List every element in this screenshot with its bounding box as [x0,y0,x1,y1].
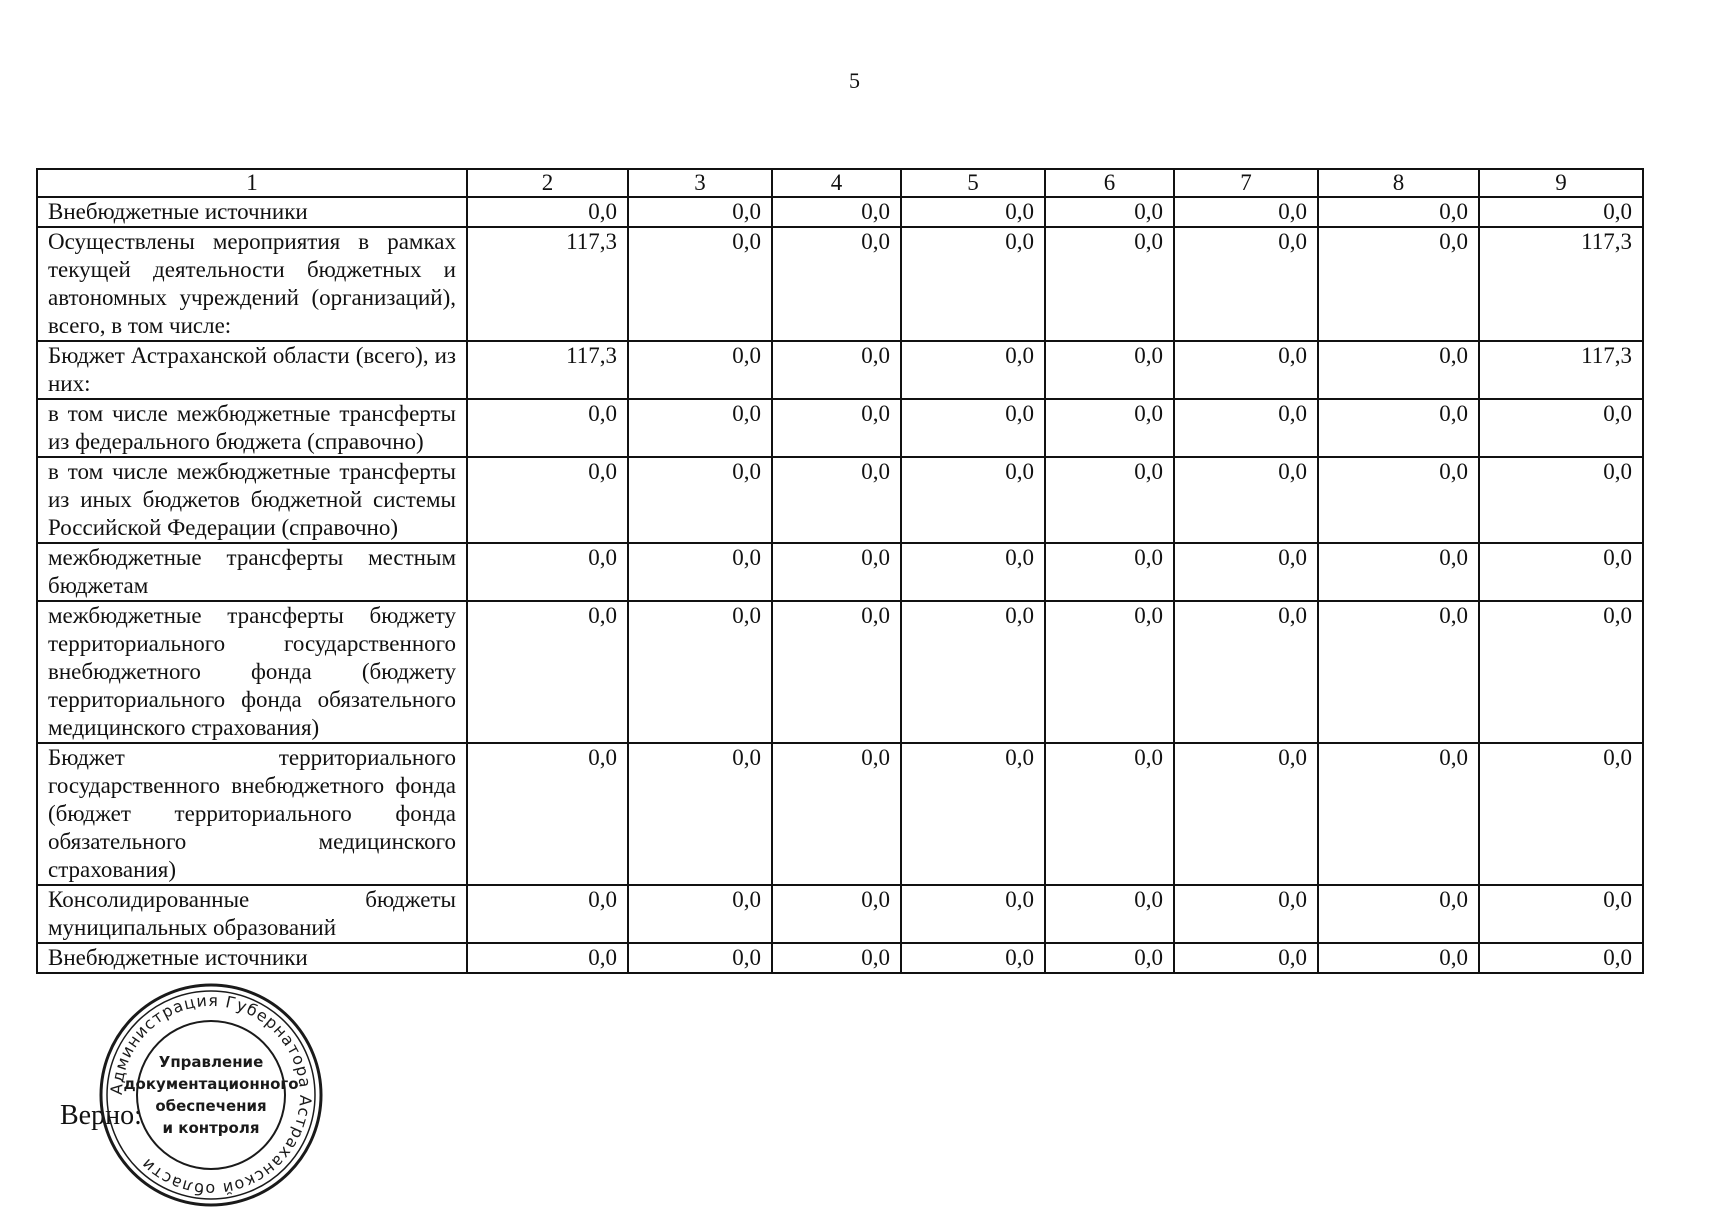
cell-value: 0,0 [628,885,772,943]
cell-value: 0,0 [1318,601,1479,743]
cell-value: 0,0 [1174,457,1318,543]
cell-value: 0,0 [1174,543,1318,601]
cell-value: 0,0 [1318,341,1479,399]
cell-value: 0,0 [1045,197,1174,227]
stamp-center-line: Управление [158,1053,264,1071]
cell-value: 0,0 [772,197,901,227]
row-label: Внебюджетные источники [37,943,467,973]
cell-value: 0,0 [772,457,901,543]
row-label: в том числе межбюджетные трансферты из федерального бюджета (справочно) [37,399,467,457]
cell-value: 0,0 [1479,885,1643,943]
cell-value: 0,0 [628,543,772,601]
row-label: Консолидированные бюджеты муниципальных образований [37,885,467,943]
column-header: 2 [467,169,628,197]
header-row [37,169,1643,197]
cell-value: 0,0 [628,457,772,543]
table-row [37,197,1643,227]
cell-value: 0,0 [772,543,901,601]
table-row [37,227,1643,341]
cell-value: 0,0 [901,227,1045,341]
table-row [37,341,1643,399]
cell-value: 0,0 [1174,601,1318,743]
row-label: в том числе межбюджетные трансферты из иных бюджетов бюджетной системы Российской Федерации (справочно) [37,457,467,543]
stamp-ring-text: Администрация Губернатора Астраханской области [106,990,316,1200]
cell-value: 0,0 [1479,197,1643,227]
row-label: межбюджетные трансферты местным бюджетам [37,543,467,601]
cell-value: 0,0 [467,543,628,601]
row-label: межбюджетные трансферты бюджету территориального государственного внебюджетного фонда (бюджету территориального фонда обязательного медицинского страхования) [37,601,467,743]
table-row [37,601,1643,743]
column-header: 6 [1045,169,1174,197]
cell-value: 0,0 [1479,743,1643,885]
cell-value: 0,0 [772,943,901,973]
cell-value: 117,3 [467,341,628,399]
cell-value: 0,0 [772,885,901,943]
verno-label: Верно: [60,1100,142,1131]
cell-value: 0,0 [628,601,772,743]
cell-value: 0,0 [1045,227,1174,341]
column-header: 5 [901,169,1045,197]
cell-value: 0,0 [1318,885,1479,943]
cell-value: 0,0 [772,743,901,885]
column-header: 7 [1174,169,1318,197]
cell-value: 0,0 [1045,399,1174,457]
row-label: Внебюджетные источники [37,197,467,227]
cell-value: 0,0 [628,227,772,341]
cell-value: 0,0 [1174,399,1318,457]
cell-value: 0,0 [901,399,1045,457]
row-label: Бюджет территориального государственного внебюджетного фонда (бюджет территориального фонда обязательного медицинского страхования) [37,743,467,885]
row-label: Осуществлены мероприятия в рамках текущей деятельности бюджетных и автономных учреждений (организаций), всего, в том числе: [37,227,467,341]
cell-value: 0,0 [1318,943,1479,973]
cell-value: 0,0 [1045,543,1174,601]
table-row [37,543,1643,601]
cell-value: 0,0 [1174,227,1318,341]
cell-value: 0,0 [1045,601,1174,743]
cell-value: 0,0 [1479,399,1643,457]
page-number: 5 [849,68,860,93]
cell-value: 0,0 [1174,341,1318,399]
budget-table [36,168,1644,974]
cell-value: 0,0 [1318,227,1479,341]
cell-value: 0,0 [1174,197,1318,227]
cell-value: 0,0 [628,341,772,399]
cell-value: 0,0 [772,227,901,341]
row-label: Бюджет Астраханской области (всего), из них: [37,341,467,399]
cell-value: 0,0 [1045,743,1174,885]
cell-value: 0,0 [901,341,1045,399]
cell-value: 0,0 [901,457,1045,543]
cell-value: 117,3 [1479,341,1643,399]
table-row [37,399,1643,457]
cell-value: 0,0 [1174,885,1318,943]
cell-value: 0,0 [1318,743,1479,885]
cell-value: 0,0 [1318,457,1479,543]
cell-value: 0,0 [1318,399,1479,457]
table-row [37,943,1643,973]
cell-value: 0,0 [467,457,628,543]
cell-value: 0,0 [1318,543,1479,601]
cell-value: 0,0 [901,943,1045,973]
cell-value: 0,0 [1045,457,1174,543]
cell-value: 0,0 [1479,943,1643,973]
stamp-center-line: и контроля [162,1119,260,1137]
cell-value: 0,0 [628,743,772,885]
table-row [37,743,1643,885]
cell-value: 0,0 [901,601,1045,743]
cell-value: 0,0 [467,601,628,743]
stamp-center-line: обеспечения [155,1097,267,1115]
column-header: 3 [628,169,772,197]
cell-value: 0,0 [901,885,1045,943]
cell-value: 0,0 [467,943,628,973]
column-header: 4 [772,169,901,197]
cell-value: 0,0 [772,601,901,743]
cell-value: 0,0 [1045,885,1174,943]
cell-value: 117,3 [1479,227,1643,341]
table-row [37,885,1643,943]
cell-value: 0,0 [901,743,1045,885]
cell-value: 0,0 [1479,543,1643,601]
cell-value: 0,0 [1045,943,1174,973]
cell-value: 0,0 [901,197,1045,227]
cell-value: 0,0 [1174,743,1318,885]
column-header: 8 [1318,169,1479,197]
cell-value: 0,0 [628,399,772,457]
cell-value: 0,0 [1479,457,1643,543]
official-stamp [94,983,329,1208]
cell-value: 0,0 [772,341,901,399]
cell-value: 0,0 [628,943,772,973]
stamp-center-line: документационного [123,1075,299,1093]
cell-value: 0,0 [1045,341,1174,399]
cell-value: 0,0 [1479,601,1643,743]
cell-value: 0,0 [628,197,772,227]
cell-value: 0,0 [467,399,628,457]
table-row [37,457,1643,543]
cell-value: 0,0 [1318,197,1479,227]
cell-value: 0,0 [467,885,628,943]
cell-value: 0,0 [772,399,901,457]
cell-value: 0,0 [467,743,628,885]
column-header: 1 [37,169,467,197]
cell-value: 0,0 [901,543,1045,601]
cell-value: 0,0 [1174,943,1318,973]
cell-value: 117,3 [467,227,628,341]
cell-value: 0,0 [467,197,628,227]
column-header: 9 [1479,169,1643,197]
